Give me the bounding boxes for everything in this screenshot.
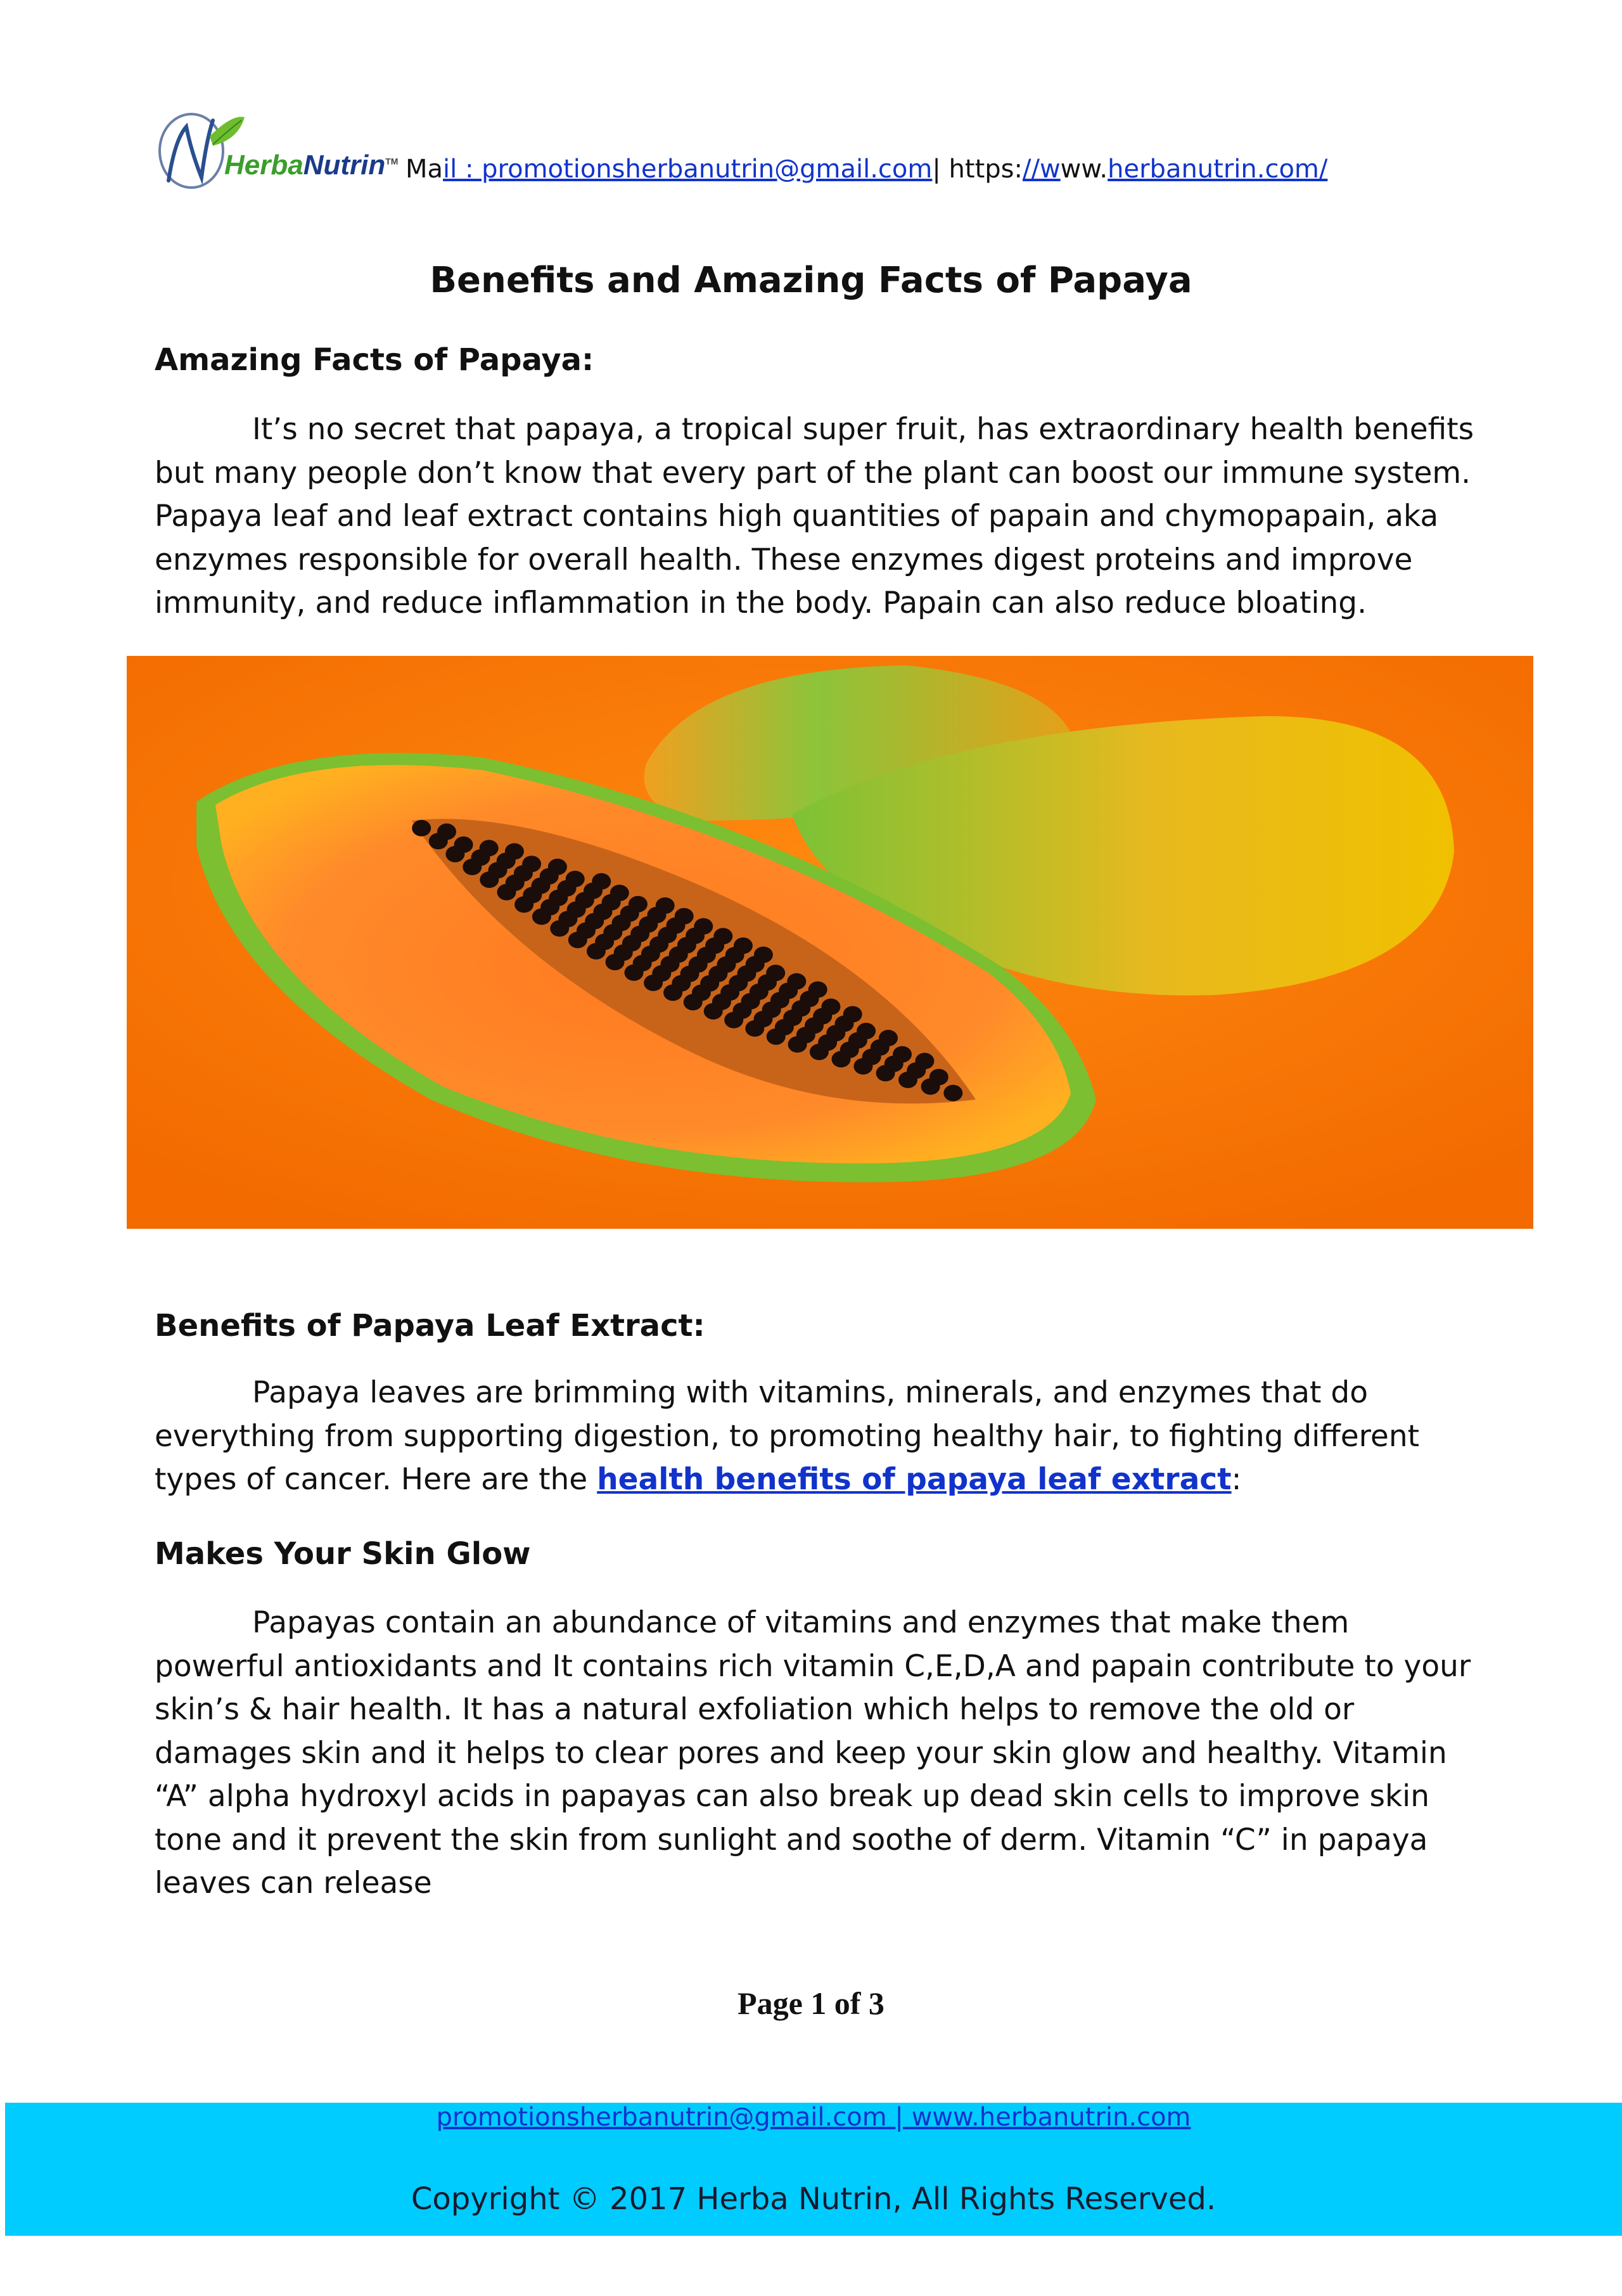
paragraph-skin-glow-text: Papayas contain an abundance of vitamins and enzymes that make them powerful antioxidants and It contains rich vitamin C,E,D,A and papain contribute to your skin’s & hair health. It has a natural exfoliation which helps to remove the old or damages skin and it helps to clear pores and keep your skin glow and healthy. Vitamin “A” alpha hydroxyl acids in papayas can also break up dead skin cells to improve skin tone and it prevent the skin from sunlight and soothe of derm. Vitamin “C” in papaya leaves can release [155,1605,1471,1901]
papaya-seed [929,1069,948,1086]
heading-skin-glow: Makes Your Skin Glow [155,1536,531,1572]
papaya-seed [734,937,753,954]
papaya-seed [437,823,456,840]
papaya-seed [522,856,541,872]
site-prefix: https: [948,155,1023,184]
header-site-link-part2[interactable]: herbanutrin.com/ [1108,155,1328,184]
papaya-seed [656,897,675,914]
header-contact-line [406,155,1327,184]
site-mid: ww. [1060,155,1108,184]
papaya-seed [454,837,473,853]
header-email-link[interactable]: il : promotionsherbanutrin@gmail.com [443,155,933,184]
papaya-image [127,656,1533,1229]
papaya-seed [480,840,499,856]
paragraph-skin-glow [155,1601,1485,1906]
papaya-seed [629,896,648,913]
papaya-seed [857,1023,876,1039]
heading-amazing-facts: Amazing Facts of Papaya: [155,342,594,378]
heading-benefits-leaf-extract: Benefits of Papaya Leaf Extract: [155,1308,705,1344]
logo-herba: Herba [224,150,303,181]
logo-wordmark [224,150,398,181]
page-title: Benefits and Amazing Facts of Papaya [430,260,1192,301]
papaya-seed [915,1053,934,1069]
paragraph-benefits-leaf-extract [155,1371,1485,1502]
papaya-seed [879,1030,898,1046]
papaya-seed [412,820,431,837]
papaya-seed [548,859,567,875]
papaya-seed [675,908,694,925]
header-site-link-part1[interactable]: //w [1022,155,1061,184]
herba-nutrin-logo [150,101,403,196]
papaya-seed [694,918,713,935]
papaya-seed [592,873,611,890]
papaya-seed [943,1085,962,1101]
papaya-seed [610,885,629,901]
logo-trademark: TM [385,156,399,167]
paragraph-benefits-start: Papaya leaves are brimming with vitamins, minerals, and enzymes that do everything from supporting digestion, to promoting healthy hair, to fighting different types of cancer. Here are the [155,1375,1420,1497]
logo-nutrin: Nutrin [303,150,386,181]
page-header [150,101,1480,196]
paragraph-amazing-facts-text: It’s no secret that papaya, a tropical super fruit, has extraordinary health benefits but many people don’t know that every part of the plant can boost our immune system. Papaya leaf and leaf extract contains high quantities of papain and chymopapain, aka enzymes responsible for overall health. These enzymes digest proteins and improve immunity, and reduce inflammation in the body. Papain can also reduce bloating. [155,412,1474,620]
mail-prefix: Ma [406,155,444,184]
papaya-seed [808,982,827,998]
health-benefits-link[interactable]: health benefits of papaya leaf extract [597,1462,1232,1497]
page-footer [5,2103,1622,2236]
footer-copyright: Copyright © 2017 Herba Nutrin, All Rights Reserved. [411,2181,1216,2217]
papaya-seed [821,999,840,1015]
papaya-seed [713,928,732,944]
footer-links[interactable]: promotionsherbanutrin@gmail.com | www.herbanutrin.com [436,2103,1191,2132]
papaya-seed [893,1046,912,1063]
papaya-seed [787,973,806,990]
header-separator: | [932,155,949,184]
papaya-seed [566,871,585,887]
papaya-seed [754,947,773,963]
paragraph-benefits-end: : [1231,1462,1242,1497]
paragraph-amazing-facts [155,408,1485,625]
papaya-seed [505,843,524,860]
page-number: Page 1 of 3 [738,1985,884,2021]
papaya-seed [843,1006,862,1023]
papaya-seed [766,965,785,981]
